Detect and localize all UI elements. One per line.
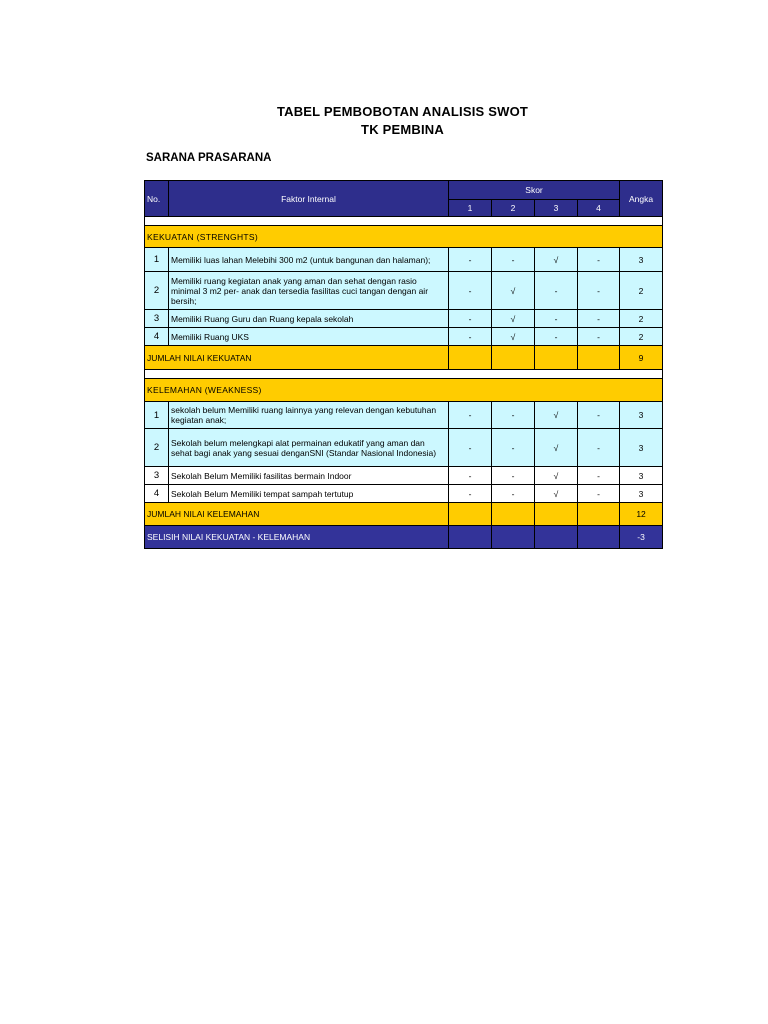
score-4: - [578, 485, 620, 503]
kekuatan-category-row [145, 226, 663, 248]
table-row [145, 272, 663, 310]
score-2: - [492, 485, 535, 503]
row-angka: 2 [620, 272, 663, 310]
kelemahan-category-row [145, 379, 663, 402]
score-3: √ [535, 429, 578, 467]
score-4: - [578, 248, 620, 272]
table-row [145, 328, 663, 346]
score-4: - [578, 402, 620, 429]
score-2: - [492, 248, 535, 272]
row-no: 4 [145, 485, 169, 503]
score-1: - [449, 328, 492, 346]
row-no: 3 [145, 310, 169, 328]
row-no: 2 [145, 429, 169, 467]
kekuatan-total-label: JUMLAH NILAI KEKUATAN [145, 346, 449, 370]
spacer-row [145, 217, 663, 226]
header-angka: Angka [620, 181, 663, 217]
score-4: - [578, 467, 620, 485]
header-no: No. [145, 181, 169, 217]
score-4: - [578, 310, 620, 328]
row-angka: 3 [620, 485, 663, 503]
score-1: - [449, 485, 492, 503]
score-2: - [492, 429, 535, 467]
row-text: Memiliki Ruang Guru dan Ruang kepala sekolah [169, 310, 449, 328]
swot-table [144, 180, 663, 549]
score-2: - [492, 402, 535, 429]
kekuatan-label: KEKUATAN (STRENGHTS) [145, 226, 663, 248]
row-no: 4 [145, 328, 169, 346]
row-text: Sekolah Belum Memiliki fasilitas bermain Indoor [169, 467, 449, 485]
score-4: - [578, 272, 620, 310]
row-angka: 3 [620, 248, 663, 272]
score-3: √ [535, 467, 578, 485]
kelemahan-total-row [145, 503, 663, 526]
score-3: √ [535, 402, 578, 429]
header-skor: Skor [449, 181, 620, 200]
row-angka: 2 [620, 310, 663, 328]
row-no: 1 [145, 402, 169, 429]
score-1: - [449, 467, 492, 485]
row-angka: 3 [620, 402, 663, 429]
table-row [145, 467, 663, 485]
score-2: - [492, 467, 535, 485]
kelemahan-total-value: 12 [620, 503, 663, 526]
row-text: Sekolah belum melengkapi alat permainan edukatif yang aman dan sehat bagi anak yang sesuai denganSNI (Standar Nasional Indonesia) [169, 429, 449, 467]
header-row-top [145, 181, 663, 200]
score-3: √ [535, 485, 578, 503]
table-row [145, 402, 663, 429]
header-skor-4: 4 [578, 200, 620, 217]
row-no: 1 [145, 248, 169, 272]
header-skor-3: 3 [535, 200, 578, 217]
table-row [145, 485, 663, 503]
row-text: Memiliki Ruang UKS [169, 328, 449, 346]
kelemahan-label: KELEMAHAN (WEAKNESS) [145, 379, 663, 402]
score-2: √ [492, 272, 535, 310]
document-title: TABEL PEMBOBOTAN ANALISIS SWOT [276, 104, 529, 119]
table-row [145, 248, 663, 272]
kelemahan-total-label: JUMLAH NILAI KELEMAHAN [145, 503, 449, 526]
row-angka: 3 [620, 429, 663, 467]
row-angka: 2 [620, 328, 663, 346]
header-skor-1: 1 [449, 200, 492, 217]
row-no: 2 [145, 272, 169, 310]
score-3: - [535, 328, 578, 346]
score-1: - [449, 248, 492, 272]
score-2: √ [492, 328, 535, 346]
selisih-row [145, 526, 663, 549]
row-text: sekolah belum Memiliki ruang lainnya yang relevan dengan kebutuhan kegiatan anak; [169, 402, 449, 429]
row-angka: 3 [620, 467, 663, 485]
spacer-row [145, 370, 663, 379]
selisih-label: SELISIH NILAI KEKUATAN - KELEMAHAN [145, 526, 449, 549]
kekuatan-total-row [145, 346, 663, 370]
header-faktor: Faktor Internal [169, 181, 449, 217]
score-3: - [535, 272, 578, 310]
table-row [145, 310, 663, 328]
score-3: √ [535, 248, 578, 272]
row-no: 3 [145, 467, 169, 485]
row-text: Memiliki ruang kegiatan anak yang aman dan sehat dengan rasio minimal 3 m2 per- anak dan tersedia fasilitas cuci tangan dengan air bersih; [169, 272, 449, 310]
score-1: - [449, 402, 492, 429]
section-heading: SARANA PRASARANA [146, 152, 272, 164]
score-1: - [449, 429, 492, 467]
score-3: - [535, 310, 578, 328]
score-4: - [578, 429, 620, 467]
kekuatan-total-value: 9 [620, 346, 663, 370]
document-subtitle: TK PEMBINA [361, 122, 444, 137]
row-text: Sekolah Belum Memiliki tempat sampah tertutup [169, 485, 449, 503]
score-2: √ [492, 310, 535, 328]
table-row [145, 429, 663, 467]
row-text: Memiliki luas lahan Melebihi 300 m2 (untuk bangunan dan halaman); [169, 248, 449, 272]
selisih-value: -3 [620, 526, 663, 549]
score-1: - [449, 310, 492, 328]
score-1: - [449, 272, 492, 310]
score-4: - [578, 328, 620, 346]
header-skor-2: 2 [492, 200, 535, 217]
